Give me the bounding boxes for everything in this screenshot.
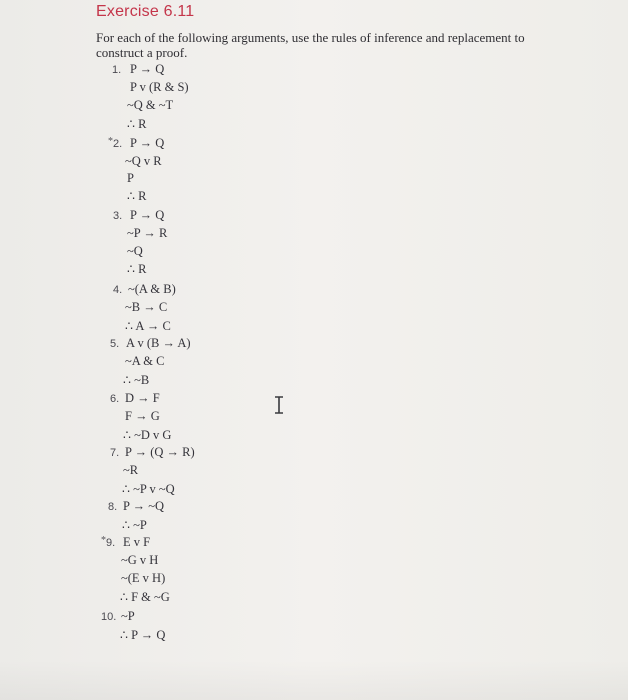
problem-number: 3. [113, 210, 123, 222]
conclusion-line: ∴ ~P [122, 518, 147, 532]
premise-line: E v F [123, 535, 151, 549]
conclusion-line: ∴ P → Q [120, 628, 166, 642]
premise-line: ~B → C [125, 300, 168, 314]
premise-line: P → ~Q [123, 499, 165, 513]
problem-number: 2. [113, 138, 123, 150]
problem-number: 1. [112, 64, 122, 76]
premise-line: D → F [125, 391, 160, 405]
premise-line: ~A & C [125, 354, 165, 368]
conclusion-line: ∴ ~D v G [123, 428, 172, 442]
conclusion-line: ∴ A → C [125, 319, 171, 333]
premise-line: P → Q [130, 208, 165, 222]
conclusion-line: ∴ ~B [123, 373, 150, 387]
problem-number: 9. [106, 537, 116, 549]
problem-number: 5. [110, 338, 120, 350]
premise-line: ~(E v H) [121, 571, 166, 585]
premise-line: ~Q v R [125, 154, 162, 168]
conclusion-line: ∴ R [127, 189, 147, 203]
conclusion-line: ∴ ~P v ~Q [122, 482, 175, 496]
star-marker: * [108, 136, 113, 147]
premise-line: ~P → R [127, 226, 168, 240]
premise-line: P v (R & S) [130, 80, 189, 94]
problem-number: 6. [110, 393, 120, 405]
premise-line: ~R [123, 463, 139, 477]
premise-line: P → Q [130, 62, 165, 76]
problem-number: 10. [101, 611, 117, 623]
problem-number: 7. [110, 447, 120, 459]
premise-line: P [127, 171, 134, 185]
premise-line: A v (B → A) [126, 336, 191, 350]
premise-line: ~P [121, 609, 135, 623]
premise-line: ~(A & B) [128, 282, 176, 296]
problem-number: 8. [108, 501, 118, 513]
conclusion-line: ∴ F & ~G [120, 590, 170, 604]
exercise-instructions: For each of the following arguments, use the rules of inference and replacement to construct a proof. [96, 30, 525, 60]
premise-line: P → Q [130, 136, 165, 150]
page-shadow [0, 660, 628, 700]
problem-number: 4. [113, 284, 123, 296]
exercise-title: Exercise 6.11 [96, 3, 195, 20]
conclusion-line: ∴ R [127, 262, 147, 276]
premise-line: ~G v H [121, 553, 159, 567]
premise-line: ~Q & ~T [127, 98, 174, 112]
premise-line: ~Q [127, 244, 143, 258]
premise-line: F → G [125, 409, 160, 423]
conclusion-line: ∴ R [127, 117, 147, 131]
star-marker: * [101, 535, 106, 546]
premise-line: P → (Q → R) [125, 445, 195, 459]
text-cursor-icon [272, 396, 286, 414]
